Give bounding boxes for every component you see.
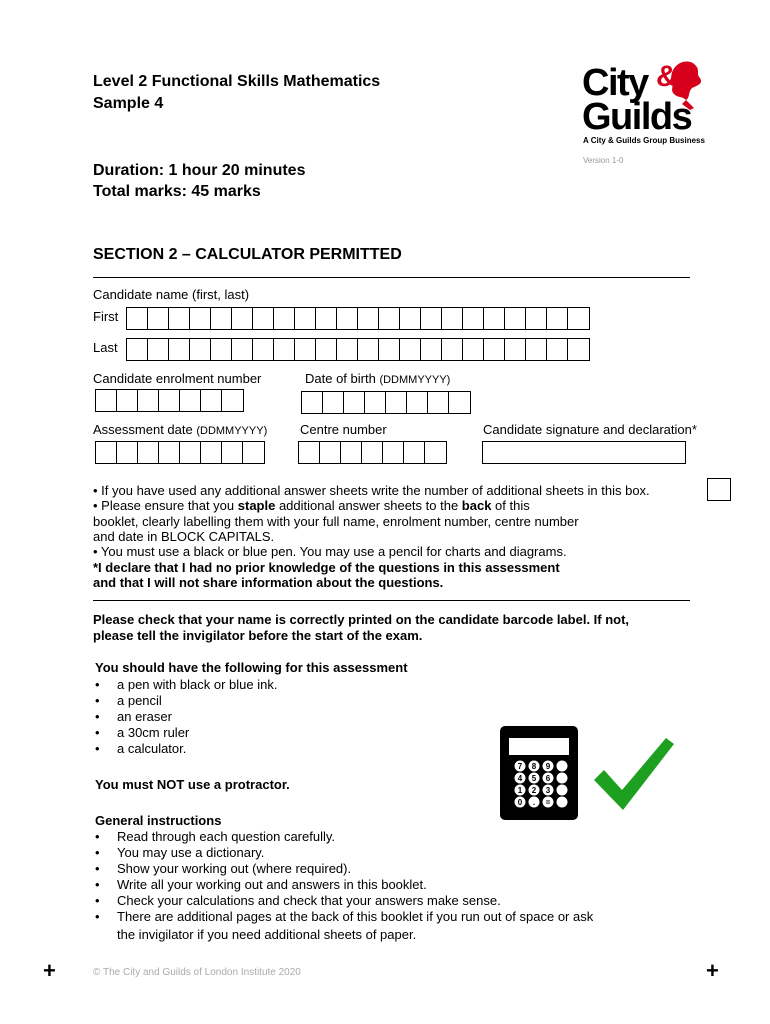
calc-key-label: 9 bbox=[545, 762, 551, 771]
list-item: • Show your working out (where required). bbox=[93, 861, 693, 877]
assessment-date-field[interactable] bbox=[95, 441, 265, 464]
declaration-line2: and that I will not share information about the questions. bbox=[93, 575, 444, 590]
logo-guilds: Guilds bbox=[582, 96, 692, 138]
dob-label bbox=[305, 371, 450, 386]
divider bbox=[93, 277, 690, 278]
calc-key-label: . bbox=[532, 798, 536, 807]
calc-op-key bbox=[557, 797, 568, 808]
staple-post: of this bbox=[491, 498, 530, 513]
staple-note bbox=[93, 498, 530, 514]
divider bbox=[93, 600, 690, 601]
calc-key-label: 5 bbox=[531, 774, 537, 783]
centre-number-field[interactable] bbox=[298, 441, 447, 464]
staple-mid: additional answer sheets to the bbox=[275, 498, 462, 513]
back-bold: back bbox=[461, 498, 492, 513]
calc-key-label: 0 bbox=[517, 798, 523, 807]
list-item: • a 30cm ruler bbox=[93, 725, 473, 741]
calc-key-label: = bbox=[545, 798, 551, 807]
calculator-icon bbox=[500, 726, 578, 820]
signature-label: Candidate signature and declaration* bbox=[483, 422, 697, 437]
first-name-label: First bbox=[93, 309, 119, 324]
general-list bbox=[93, 829, 693, 925]
calc-key-label: 7 bbox=[517, 762, 523, 771]
calc-key-label: 8 bbox=[531, 762, 537, 771]
list-item: • a calculator. bbox=[93, 741, 473, 757]
sample-label: Sample 4 bbox=[93, 95, 164, 112]
logo-tagline: A City & Guilds Group Business bbox=[583, 136, 705, 145]
copyright: © The City and Guilds of London Institute 2020 bbox=[93, 967, 301, 978]
dob-format: (DDMMYYYY) bbox=[379, 374, 451, 386]
first-name-field[interactable] bbox=[126, 307, 590, 330]
staple-bold: staple bbox=[237, 498, 276, 513]
calc-key-label: 6 bbox=[545, 774, 551, 783]
no-protractor: You must NOT use a protractor. bbox=[95, 777, 290, 792]
last-name-field[interactable] bbox=[126, 338, 590, 361]
dob-label-text: Date of birth bbox=[305, 371, 376, 386]
calc-op-key bbox=[557, 773, 568, 784]
last-name-label: Last bbox=[93, 340, 118, 355]
assessment-date-text: Assessment date bbox=[93, 422, 193, 437]
check-mark-icon bbox=[592, 736, 676, 812]
list-item: • an eraser bbox=[93, 709, 473, 725]
declaration-line1: *I declare that I had no prior knowledge of the questions in this assessment bbox=[93, 560, 560, 575]
general-item-cont: the invigilator if you need additional sheets of paper. bbox=[117, 927, 417, 942]
check-name-line1: Please check that your name is correctly printed on the candidate barcode label. If not, bbox=[93, 612, 630, 627]
section-title: SECTION 2 – CALCULATOR PERMITTED bbox=[93, 246, 402, 263]
list-item: • There are additional pages at the back of this booklet if you run out of space or ask bbox=[93, 909, 693, 925]
check-name-line2: please tell the invigilator before the start of the exam. bbox=[93, 628, 423, 643]
staple-note-line3: and date in BLOCK CAPITALS. bbox=[93, 529, 275, 544]
list-item: • Read through each question carefully. bbox=[93, 829, 693, 845]
calc-key-label: 3 bbox=[545, 786, 551, 795]
pen-note: • You must use a black or blue pen. You may use a pencil for charts and diagrams. bbox=[93, 544, 567, 559]
staple-note-line2: booklet, clearly labelling them with your full name, enrolment number, centre number bbox=[93, 514, 579, 529]
logo-ampersand: & bbox=[656, 60, 678, 93]
duration: Duration: 1 hour 20 minutes bbox=[93, 162, 306, 179]
assessment-date-label bbox=[93, 422, 267, 437]
document-title: Level 2 Functional Skills Mathematics bbox=[93, 73, 381, 90]
version-label: Version 1-0 bbox=[583, 156, 624, 165]
list-item: • Write all your working out and answers in this booklet. bbox=[93, 877, 693, 893]
staple-pre: • Please ensure that you bbox=[93, 498, 238, 513]
enrolment-label: Candidate enrolment number bbox=[93, 371, 262, 386]
calc-op-key bbox=[557, 785, 568, 796]
logo-city: City bbox=[582, 62, 648, 104]
additional-sheets-note: • If you have used any additional answer sheets write the number of additional sheets in this box. bbox=[93, 483, 650, 498]
dob-field[interactable] bbox=[301, 391, 471, 414]
registration-mark-icon: + bbox=[43, 958, 56, 983]
list-item: • Check your calculations and check that your answers make sense. bbox=[93, 893, 693, 909]
general-heading: General instructions bbox=[95, 813, 222, 828]
list-item: • a pen with black or blue ink. bbox=[93, 677, 473, 693]
calc-key-label: 1 bbox=[517, 786, 523, 795]
equipment-list bbox=[93, 677, 473, 757]
signature-field[interactable] bbox=[482, 441, 686, 464]
calc-key-label: 2 bbox=[531, 786, 537, 795]
calc-key-label: 4 bbox=[517, 774, 523, 783]
list-item: • a pencil bbox=[93, 693, 473, 709]
total-marks: Total marks: 45 marks bbox=[93, 183, 261, 200]
calc-op-key bbox=[557, 761, 568, 772]
city-guilds-logo bbox=[578, 58, 708, 150]
list-item: • You may use a dictionary. bbox=[93, 845, 693, 861]
additional-sheets-box[interactable] bbox=[707, 478, 731, 501]
centre-number-label: Centre number bbox=[300, 422, 387, 437]
equipment-heading: You should have the following for this assessment bbox=[95, 660, 408, 675]
registration-mark-icon: + bbox=[706, 958, 719, 983]
enrolment-number-field[interactable] bbox=[95, 389, 244, 412]
assessment-date-format: (DDMMYYYY) bbox=[196, 425, 268, 437]
candidate-name-label: Candidate name (first, last) bbox=[93, 287, 250, 302]
